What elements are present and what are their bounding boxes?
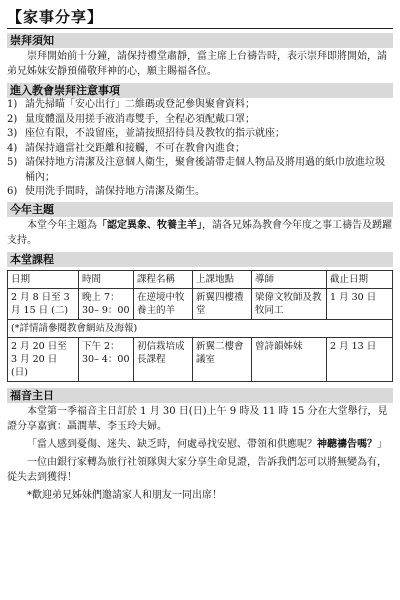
gospel-quote-bold: 神聽禱告嗎？	[317, 438, 377, 450]
safety-item-number: 1)	[7, 99, 18, 110]
cell-deadline: 1 月 30 日	[327, 288, 393, 319]
gospel-heading: 福音主日	[7, 388, 393, 403]
safety-item-text: 請保持適當社交距離和接觸，不可在教會內進食；	[25, 142, 245, 154]
col-header-time: 時間	[79, 270, 134, 288]
safety-item-text: 請保持地方清潔及注意個人衛生，聚會後請帶走個人物品及將用過的紙巾放進垃圾桶內；	[25, 157, 385, 183]
gospel-quote-end: 」	[377, 438, 387, 450]
worship-notice-text: 崇拜開始前十分鐘，請保持禮堂肅靜，當主席上台禱告時，表示崇拜即將開始，請弟兄姊妹安靜預備敬拜神的心，願主賜福各位。	[7, 51, 387, 77]
safety-item-text: 量度體溫及用搓手液消毒雙手，全程必須配戴口罩；	[25, 113, 255, 125]
col-header-place: 上課地點	[193, 270, 252, 288]
col-header-tutor: 導師	[252, 270, 327, 288]
courses-header-row	[8, 270, 393, 288]
safety-item-text: 座位有限，不設留座，並請按照招待員及教牧的指示就座；	[25, 128, 285, 139]
cell-date: 2 月 20 日至 3 月 20 日 (日)	[8, 337, 79, 381]
table-note-row	[8, 319, 393, 337]
courses-heading: 本堂課程	[7, 252, 393, 267]
safety-item	[7, 185, 393, 200]
theme-highlight: 「認定異象、牧養主羊」	[97, 219, 202, 231]
worship-notice-heading: 崇拜須知	[7, 33, 393, 48]
theme-text	[7, 217, 393, 250]
safety-item	[7, 142, 393, 157]
safety-item-number: 3)	[7, 128, 18, 139]
safety-item	[7, 127, 393, 142]
cell-tutor: 曾詩韻姊妹	[252, 337, 327, 381]
cell-course: 在逆境中牧養主的羊	[134, 288, 193, 319]
theme-pre: 本堂今年主題為	[27, 219, 97, 231]
safety-item-text: 使用洗手間時，請保持地方清潔及衛生。	[25, 186, 205, 197]
gospel-invite: *歡迎弟兄姊妹們邀請家人和朋友一同出席！	[27, 489, 222, 501]
cell-tutor: 梁偉文牧師及教牧同工	[252, 288, 327, 319]
safety-list	[7, 98, 393, 200]
courses-note: (*詳情請參閱教會網站及海報)	[8, 319, 393, 337]
courses-table	[7, 270, 393, 382]
cell-course: 初信栽培成長課程	[134, 337, 193, 381]
theme-heading: 今年主題	[7, 202, 393, 217]
cell-deadline: 2 月 13 日	[327, 337, 393, 381]
gospel-quote-text: 「當人感到憂傷、迷失、缺乏時，何處尋找安慰、帶領和供應呢？	[27, 438, 317, 450]
safety-item-number: 4)	[7, 142, 18, 154]
cell-time: 晚上 7：30– 9：00	[79, 288, 134, 319]
cell-time: 下午 2：30– 4：00	[79, 337, 134, 381]
announcement-page	[7, 6, 393, 505]
cell-place: 新翼二樓會議室	[193, 337, 252, 381]
page-title: 【家事分享】	[7, 6, 393, 29]
safety-item	[7, 156, 393, 185]
col-header-course: 課程名稱	[134, 270, 193, 288]
gospel-testimony: 一位由銀行家轉為旅行社領隊與大家分享生命見證，告訴我們怎可以將無變為有，從失去到獲得！	[7, 456, 387, 483]
table-row	[8, 288, 393, 319]
col-header-deadline: 截止日期	[327, 270, 393, 288]
safety-item-number: 2)	[7, 113, 18, 125]
safety-heading: 進入教會崇拜注意事項	[7, 83, 393, 98]
cell-place: 新翼四樓禮堂	[193, 288, 252, 319]
gospel-quote	[7, 436, 393, 454]
theme-post: ，請各兄姊為教會今年度之事工禱告及踴躍支持。	[7, 219, 392, 246]
safety-item-text: 請先掃瞄「安心出行」二維碼或登記參與聚會資料；	[25, 99, 255, 110]
col-header-date: 日期	[8, 270, 79, 288]
safety-item-number: 5)	[7, 157, 18, 168]
cell-date: 2 月 8 日至 3 月 15 日 (二)	[8, 288, 79, 319]
gospel-text: 本堂第一季福音主日訂於 1 月 30 日(日)上午 9 時及 11 時 15 分在大堂舉行，見證分享嘉賓：聶潤華、李玉玲夫婦。	[7, 405, 388, 432]
safety-item	[7, 113, 393, 128]
table-row	[8, 337, 393, 381]
safety-item	[7, 98, 393, 113]
safety-item-number: 6)	[7, 186, 18, 197]
